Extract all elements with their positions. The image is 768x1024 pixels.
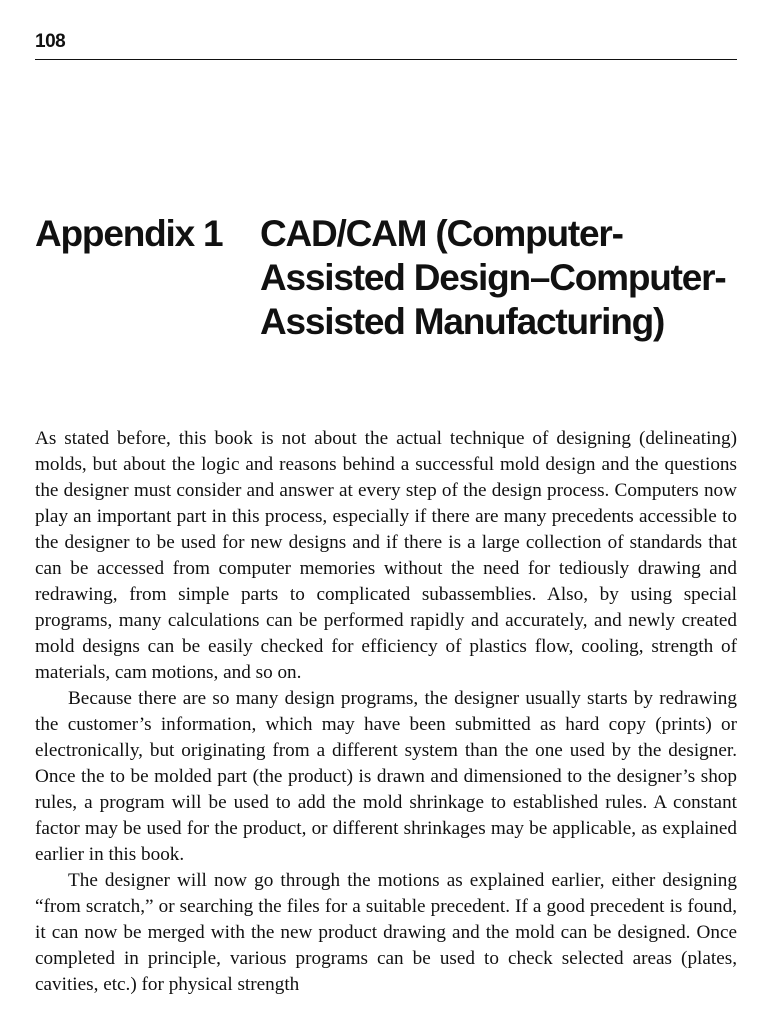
- appendix-title: [260, 212, 740, 344]
- appendix-title-line: CAD/CAM (Computer-: [260, 213, 623, 254]
- paragraph: The designer will now go through the motions as explained earlier, either designing “from scratch,” or searching the files for a suitable precedent. If a good precedent is found, it can now be merged with the new product drawing and the mold can be designed. Once completed in principle, various programs can be used to check selected areas (plates, cavities, etc.) for physical strength: [35, 870, 737, 995]
- appendix-title-line: Assisted Manufacturing): [260, 301, 665, 342]
- paragraph: As stated before, this book is not about the actual technique of designing (delineating) molds, but about the logic and reasons behind a successful mold design and the questions the designer must consider and answer at every step of the design process. Computers now play an important part in this process, especially if there are many precedents accessible to the designer to be used for new designs and if there is a large collection of standards that can be accessed from computer memories without the need for tediously drawing and redrawing, from simple parts to complicated subassemblies. Also, by using special programs, many calculations can be performed rapidly and accurately, and newly created mold designs can be easily checked for efficiency of plastics flow, cooling, strength of materials, cam motions, and so on.: [35, 428, 737, 683]
- appendix-label: Appendix 1: [35, 213, 223, 254]
- paragraph: Because there are so many design programs, the designer usually starts by redrawing the customer’s information, which may have been submitted as hard copy (prints) or electronically, but originating from a different system than the one used by the designer. Once the to be molded part (the product) is drawn and dimensioned to the designer’s shop rules, a program will be used to add the mold shrinkage to established rules. A constant factor may be used for the product, or different shrinkages may be applicable, as explained earlier in this book.: [35, 688, 737, 865]
- page-number: 108: [35, 31, 66, 52]
- header-rule: [35, 59, 737, 60]
- body-text: [35, 426, 737, 998]
- appendix-title-line: Assisted Design–Computer-: [260, 257, 726, 298]
